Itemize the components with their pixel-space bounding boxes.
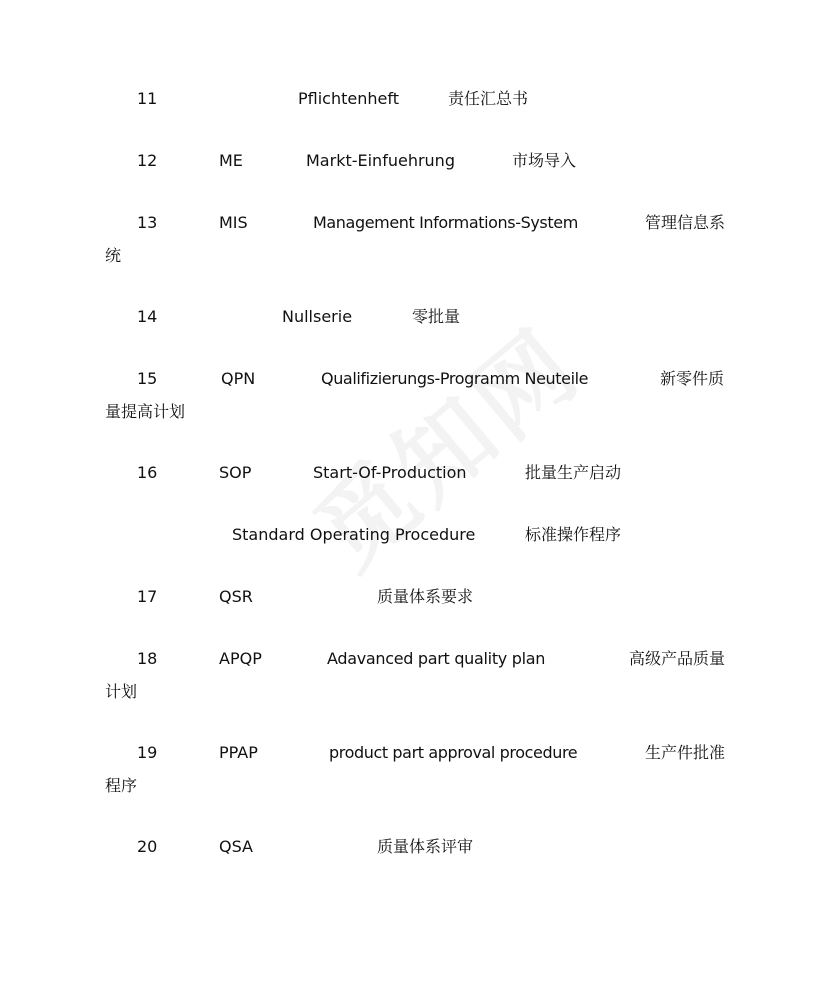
entry-abbr: QSA — [219, 837, 253, 856]
entry-number: 11 — [137, 89, 158, 108]
entry-chinese: 新零件质 — [660, 369, 725, 388]
entry-chinese: 质量体系要求 — [377, 587, 474, 606]
entry-abbr: APQP — [219, 649, 262, 668]
entry-abbr: MIS — [219, 213, 248, 232]
entry-number: 18 — [137, 649, 158, 668]
entry-chinese: 标准操作程序 — [525, 525, 622, 544]
entry-abbr: QSR — [219, 587, 253, 606]
entry-chinese: 责任汇总书 — [448, 89, 529, 108]
entry-term: Pflichtenheft — [298, 89, 399, 108]
entry-term: Markt-Einfuehrung — [306, 151, 455, 170]
entry-chinese: 零批量 — [412, 307, 461, 326]
entry-term: Nullserie — [282, 307, 353, 326]
entry-number: 19 — [137, 743, 158, 762]
entry-abbr: SOP — [219, 463, 252, 482]
watermark — [282, 293, 604, 595]
entry-chinese-wrap: 量提高计划 — [105, 402, 186, 421]
entry-number: 14 — [137, 307, 158, 326]
entry-chinese: 管理信息系 — [645, 213, 726, 232]
entry-chinese: 质量体系评审 — [377, 837, 474, 856]
entry-chinese: 生产件批准 — [645, 743, 726, 762]
entry-term: Adavanced part quality plan — [327, 649, 546, 668]
entry-chinese-wrap: 统 — [105, 246, 122, 265]
entry-term: Qualifizierungs-Programm Neuteile — [321, 369, 589, 388]
entry-term: Standard Operating Procedure — [232, 525, 476, 544]
entry-chinese-wrap: 程序 — [105, 776, 138, 795]
entry-number: 12 — [137, 151, 158, 170]
entry-number: 13 — [137, 213, 158, 232]
entry-chinese: 高级产品质量 — [629, 649, 726, 668]
entry-term: product part approval procedure — [329, 743, 578, 762]
entry-number: 15 — [137, 369, 158, 388]
entry-number: 17 — [137, 587, 158, 606]
entry-chinese: 批量生产启动 — [525, 463, 622, 482]
entry-chinese-wrap: 计划 — [105, 682, 138, 701]
entry-number: 16 — [137, 463, 158, 482]
entry-number: 20 — [137, 837, 158, 856]
entry-abbr: PPAP — [219, 743, 258, 762]
entry-abbr: ME — [219, 151, 243, 170]
entry-chinese: 市场导入 — [512, 151, 577, 170]
entry-abbr: QPN — [221, 369, 256, 388]
entry-term: Start-Of-Production — [313, 463, 467, 482]
entry-term: Management Informations-System — [313, 213, 578, 232]
